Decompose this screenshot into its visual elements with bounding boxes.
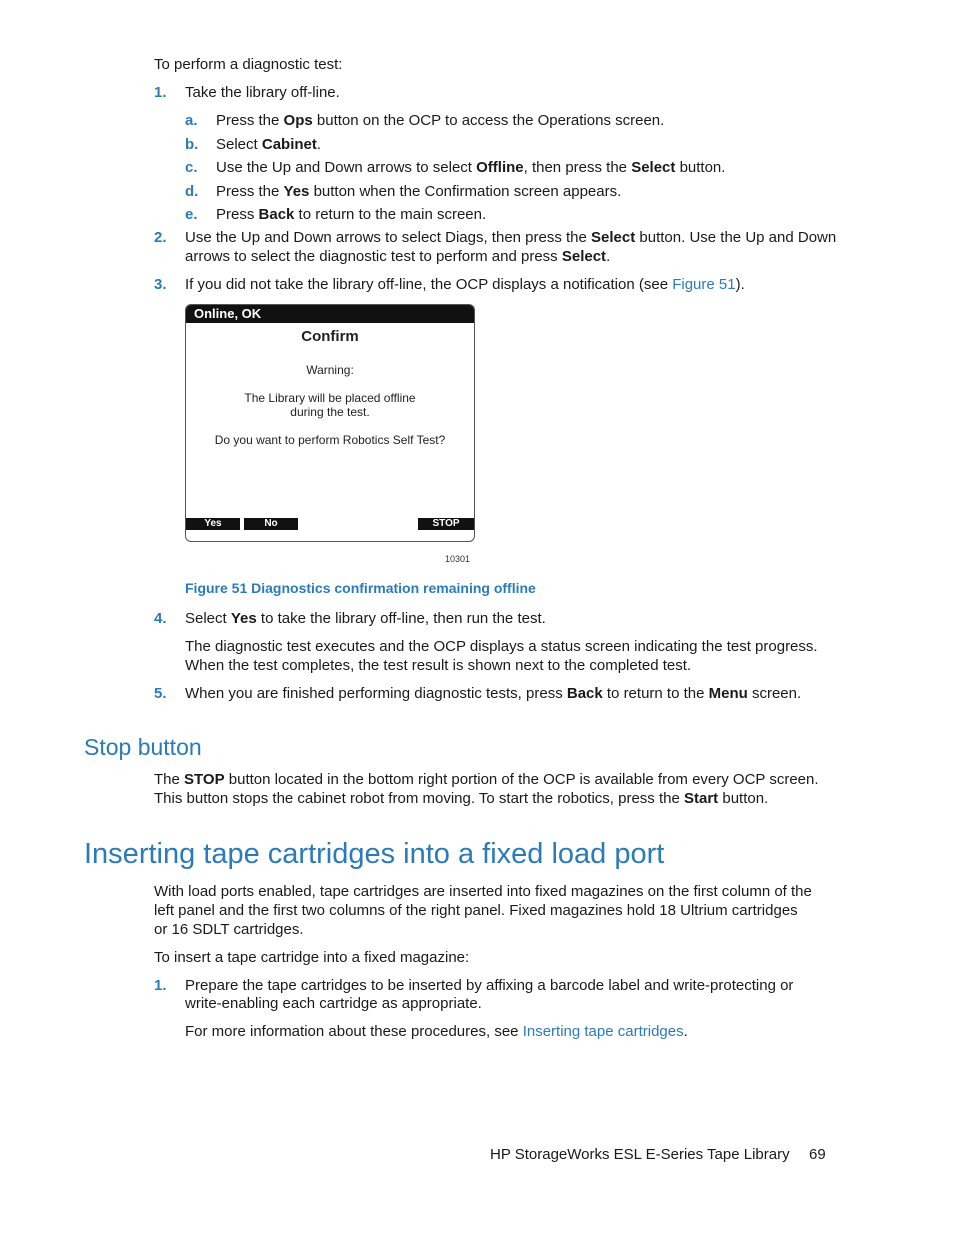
substep-number: b. [185,136,199,153]
step-number: 1. [154,977,167,994]
step-number: 3. [154,276,167,293]
step-number: 5. [154,685,167,702]
ocp-confirm-screen [185,304,475,542]
inserting-tape-cartridges-link[interactable]: Inserting tape cartridges [522,1023,684,1040]
step-number: 4. [154,610,167,627]
figure-51-link[interactable]: Figure 51 [672,276,736,293]
ocp-warning: Warning: [306,363,354,377]
step-text: If you did not take the library off-line, the OCP displays a notification (see Figure 51). [185,276,745,293]
ocp-yes-button: Yes [186,518,240,530]
step-text: Select Yes to take the library off-line, then run the test. [185,610,546,627]
ocp-no-button: No [244,518,298,530]
substep-number: d. [185,183,199,200]
step-text: Use the Up and Down arrows to select Diags, then press the Select button. Use the Up and Down [185,229,837,246]
step-text: arrows to select the diagnostic test to perform and press Select. [185,248,611,265]
stop-paragraph-line: This button stops the cabinet robot from moving. To start the robotics, press the Start button. [154,790,769,807]
more-info-text: For more information about these procedures, see Inserting tape cartridges. [185,1023,688,1040]
ocp-status-bar: Online, OK [186,305,474,323]
ocp-title: Confirm [301,328,359,345]
stop-paragraph-line: The STOP button located in the bottom right portion of the OCP is available from every OCP screen. [154,771,819,788]
substep-text: Use the Up and Down arrows to select Offline, then press the Select button. [216,159,726,176]
step-paragraph: The diagnostic test executes and the OCP displays a status screen indicating the test progress. [185,638,818,655]
section-heading-inserting: Inserting tape cartridges into a fixed load port [84,838,665,870]
ocp-question: Do you want to perform Robotics Self Test? [214,433,446,447]
step-text: When you are finished performing diagnostic tests, press Back to return to the Menu screen. [185,685,802,702]
substep-text: Press the Yes button when the Confirmation screen appears. [216,183,622,200]
page-number: 69 [809,1146,826,1163]
step-number: 1. [154,84,167,101]
figure-id: 10301 [445,554,471,564]
ocp-stop-button: STOP [418,518,474,530]
intro-text: To perform a diagnostic test: [154,56,343,73]
substep-text: Press Back to return to the main screen. [216,206,487,223]
step-text: write-enabling each cartridge as appropriate. [185,995,482,1012]
section-heading-stop-button: Stop button [84,734,202,760]
substep-text: Select Cabinet. [216,136,322,153]
substep-number: a. [185,112,198,129]
ocp-message-line: during the test. [290,405,370,419]
step-text: Take the library off-line. [185,84,340,101]
insert-intro: To insert a tape cartridge into a fixed magazine: [154,949,470,966]
insert-paragraph-line: With load ports enabled, tape cartridges are inserted into fixed magazines on the first column of the [154,883,812,900]
footer-title: HP StorageWorks ESL E-Series Tape Library [490,1146,790,1163]
step-paragraph: When the test completes, the test result is shown next to the completed test. [185,657,692,674]
substep-number: e. [185,206,198,223]
substep-number: c. [185,159,198,176]
figure-caption: Figure 51 Diagnostics confirmation remaining offline [185,580,536,596]
insert-paragraph-line: or 16 SDLT cartridges. [154,921,304,938]
step-number: 2. [154,229,167,246]
insert-paragraph-line: left panel and the first two columns of the right panel. Fixed magazines hold 18 Ultrium cartridges [154,902,798,919]
substep-text: Press the Ops button on the OCP to access the Operations screen. [216,112,665,129]
ocp-message-line: The Library will be placed offline [244,391,416,405]
step-text: Prepare the tape cartridges to be inserted by affixing a barcode label and write-protecting or [185,977,794,994]
